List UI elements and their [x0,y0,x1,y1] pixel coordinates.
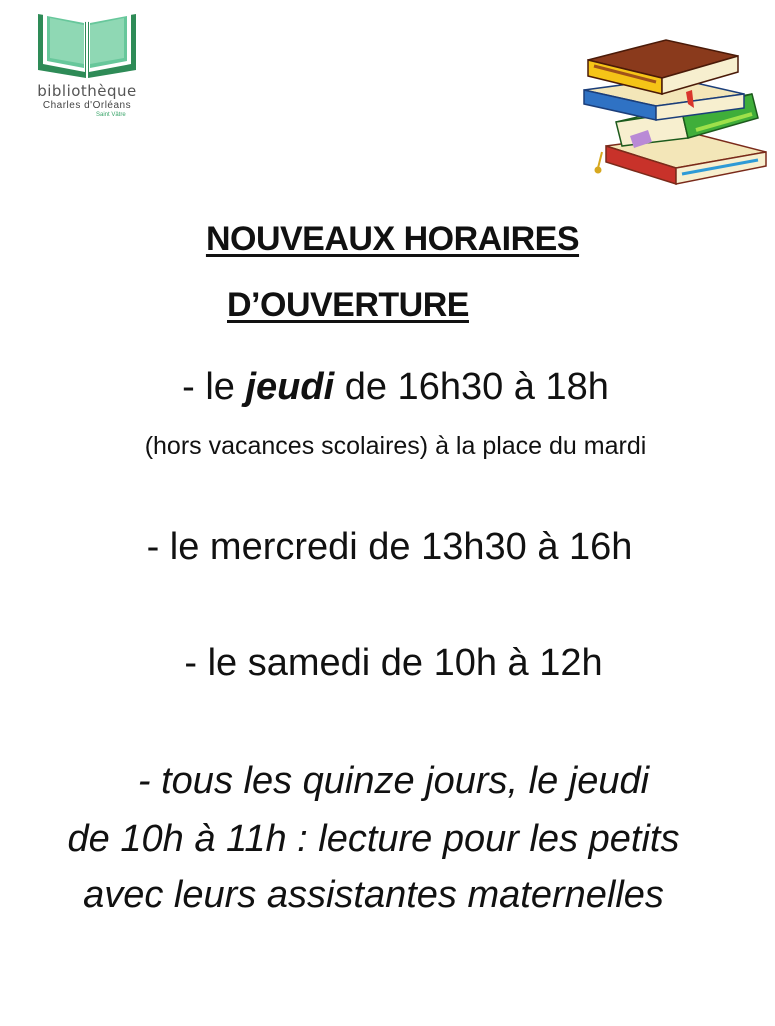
reading-session-line3: avec leurs assistantes maternelles [83,874,664,916]
schedule-mercredi: - le mercredi de 13h30 à 16h [146,526,633,568]
page-title-line1: NOUVEAUX HORAIRES [205,220,580,258]
schedule-jeudi-note: (hors vacances scolaires) à la place du mardi [144,432,647,460]
schedule-samedi: - le samedi de 10h à 12h [184,642,603,684]
logo-town: Saint Vâtre [96,112,126,118]
reading-session-line2: de 10h à 11h : lecture pour les petits [67,818,680,860]
day-jeudi: jeudi [245,366,335,408]
stacked-books-icon [576,34,772,194]
logo-name: bibliothèque [37,82,137,100]
schedule-jeudi: - le jeudi de 16h30 à 18h [182,366,609,408]
page-title-line2: D’OUVERTURE [227,286,469,324]
reading-session-line1: - tous les quinze jours, le jeudi [137,760,650,802]
logo-subname: Charles d'Orléans [42,100,132,111]
open-book-icon [36,8,138,80]
library-logo [28,8,146,118]
